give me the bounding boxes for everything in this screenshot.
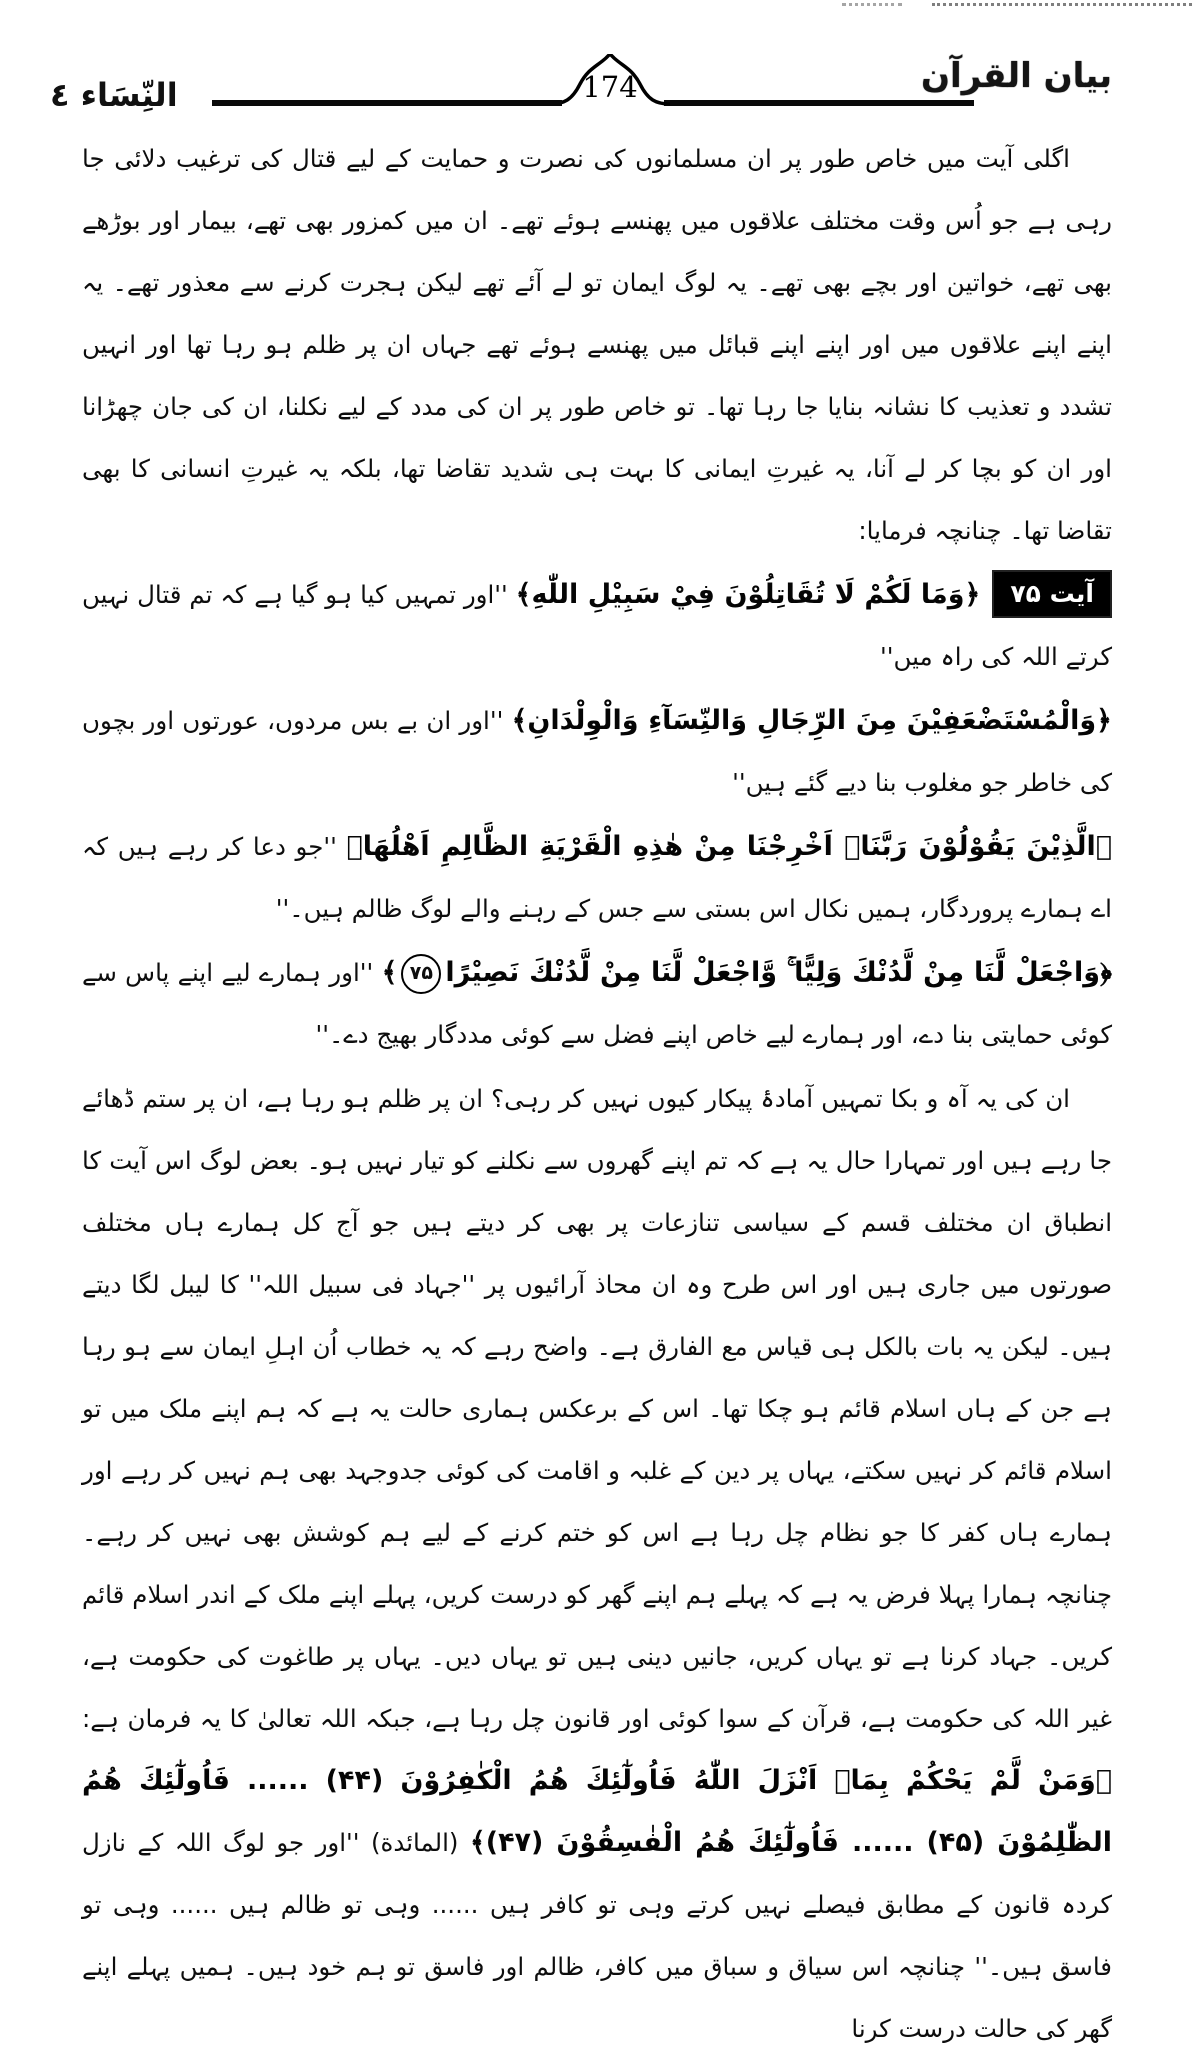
verse-block-alladhina bbox=[82, 816, 1112, 940]
ayah-end-marker: ۷۵ bbox=[401, 954, 441, 994]
header-rule-right bbox=[664, 100, 974, 106]
verse-block-ayat-75 bbox=[82, 564, 1112, 688]
surah-label: النِّسَاء ٤ bbox=[50, 76, 178, 114]
quran-arabic-text: ﴿وَمَا لَكُمْ لَا تُقَاتِلُوْنَ فِيْ سَبِيْلِ اللّٰهِ﴾ bbox=[515, 579, 981, 610]
commentary-lead-text: ان کی یہ آہ و بکا تمہیں آمادۂ پیکار کیوں نہیں کر رہی؟ ان پر ظلم ہو رہا ہے، ان پر ستم ڈھائے جا رہے ہیں اور تمہارا حال یہ ہے کہ تم اپنے گھروں سے نکلنے کو تیار نہیں ہو۔ بعض لوگ اس آیت کا انطباق ان مختلف قسم کے سیاسی تنازعات پر بھی کر دیتے ہیں جو آج کل ہمارے ہاں مختلف صورتوں میں جاری ہیں اور اس طرح وہ ان محاذ آرائیوں پر ''جہاد فی سبیل اللہ'' کا لیبل لگا دیتے ہیں۔ لیکن یہ بات بالکل ہی قیاس مع الفارق ہے۔ واضح رہے کہ یہ خطاب اُن اہلِ ایمان سے ہو رہا ہے جن کے ہاں اسلام قائم ہو چکا تھا۔ اس کے برعکس ہماری حالت یہ ہے کہ ہم اپنے ملک میں تو اسلام قائم کر نہیں سکتے، یہاں پر دین کے غلبہ و اقامت کی کوئی جدوجہد بھی ہم نہیں کر رہے اور ہمارے ہاں کفر کا جو نظام چل رہا ہے اس کو ختم کرنے کے لیے ہم کوشش بھی نہیں کر رہے۔ چنانچہ ہمارا پہلا فرض یہ ہے کہ پہلے ہم اپنے گھر کو درست کریں، پہلے اپنے ملک کے اندر اسلام قائم کریں۔ جہاد کرنا ہے تو یہاں کریں، جانیں دینی ہیں تو یہاں دیں۔ یہاں پر طاغوت کی حکومت ہے، غیر اللہ کی حکومت ہے، قرآن کے سوا کوئی اور قانون چل رہا ہے، جبکہ اللہ تعالیٰ کا یہ فرمان ہے: bbox=[82, 1084, 1112, 1733]
quran-arabic-text: ﴿الَّذِيْنَ يَقُوْلُوْنَ رَبَّنَاۤ اَخْرِجْنَا مِنْ هٰذِهِ الْقَرْيَةِ الظَّالِمِ اَهْلُهَا﴾ bbox=[346, 831, 1112, 862]
verse-block-mustadafin bbox=[82, 690, 1112, 814]
verse-block-wajal bbox=[82, 942, 1112, 1066]
urdu-translation: ''اور ہمارے لیے اپنے پاس سے کوئی حمایتی بنا دے، اور ہمارے لیے خاص اپنے فضل سے کوئی مددگار بھیج دے۔'' bbox=[82, 958, 1112, 1049]
page-header bbox=[0, 0, 1192, 125]
quran-closing-bracket: ﴾ bbox=[381, 957, 398, 988]
quote-urdu-translation: ''اور جو لوگ اللہ کے نازل کردہ قانون کے مطابق فیصلے نہیں کرتے وہی تو کافر ہیں ...... وہی تو ظالم ہیں ...... وہی تو فاسق ہیں۔'' bbox=[82, 1828, 1113, 1981]
paragraph-commentary bbox=[82, 1068, 1112, 2060]
quran-arabic-quote: ﴿وَمَنْ لَّمْ يَحْكُمْ بِمَاۤ اَنْزَلَ اللّٰهُ فَاُولٰٓئِكَ هُمُ الْكٰفِرُوْنَ (۴۴) ...... فَاُولٰٓئِكَ هُمُ الظّٰلِمُوْنَ (۴۵) ...... فَاُولٰٓئِكَ هُمُ الْفٰسِقُوْنَ (۴۷)﴾ bbox=[82, 1765, 1113, 1858]
urdu-translation: ''جو دعا کر رہے ہیں کہ اے ہمارے پروردگار، ہمیں نکال اس بستی سے جس کے رہنے والے لوگ ظالم ہیں۔'' bbox=[82, 832, 1112, 923]
surah-reference: (المائدة) bbox=[359, 1828, 470, 1857]
quran-arabic-text: ﴿وَالْمُسْتَضْعَفِيْنَ مِنَ الرِّجَالِ وَالنِّسَآءِ وَالْوِلْدَانِ﴾ bbox=[511, 705, 1112, 736]
ayat-number-badge: آیت ۷۵ bbox=[992, 570, 1112, 618]
quran-arabic-text: ﴿وَاجْعَلْ لَّنَا مِنْ لَّدُنْكَ وَلِيًّا ۚ وَّاجْعَلْ لَّنَا مِنْ لَّدُنْكَ نَصِيْرًا bbox=[445, 957, 1112, 988]
paragraph-intro: اگلی آیت میں خاص طور پر ان مسلمانوں کی نصرت و حمایت کے لیے قتال کی ترغیب دلائی جا رہی ہے جو اُس وقت مختلف علاقوں میں پھنسے ہوئے تھے۔ ان میں کمزور بھی تھے، بیمار اور بوڑھے بھی تھے، خواتین اور بچے بھی تھے۔ یہ لوگ ایمان تو لے آئے تھے لیکن ہجرت کرنے سے معذور تھے۔ یہ اپنے اپنے علاقوں میں اور اپنے اپنے قبائل میں پھنسے ہوئے تھے جہاں ان پر ظلم ہو رہا تھا اور انہیں تشدد و تعذیب کا نشانہ بنایا جا رہا تھا۔ تو خاص طور پر ان کی مدد کے لیے نکلنا، ان کی جان چھڑانا اور ان کو بچا کر لے آنا، یہ غیرتِ ایمانی کا بہت ہی شدید تقاضا تھا، بلکہ یہ غیرتِ انسانی کا بھی تقاضا تھا۔ چنانچہ فرمایا: bbox=[82, 144, 1112, 545]
page-number: 174 bbox=[582, 70, 638, 104]
page-number-ornament bbox=[550, 54, 670, 106]
commentary-tail-text: چنانچہ اس سیاق و سباق میں کافر، ظالم اور فاسق تو ہم خود ہیں۔ ہمیں پہلے اپنے گھر کی حالت درست کرنا bbox=[82, 1952, 1112, 2043]
header-rule-left bbox=[212, 100, 562, 106]
urdu-translation: ''اور تمہیں کیا ہو گیا ہے کہ تم قتال نہیں کرتے اللہ کی راہ میں'' bbox=[82, 580, 1112, 671]
urdu-translation: ''اور ان بے بس مردوں، عورتوں اور بچوں کی خاطر جو مغلوب بنا دیے گئے ہیں'' bbox=[82, 706, 1112, 797]
book-title: بیان القرآن bbox=[921, 56, 1112, 96]
page-body-text bbox=[82, 128, 1112, 2062]
